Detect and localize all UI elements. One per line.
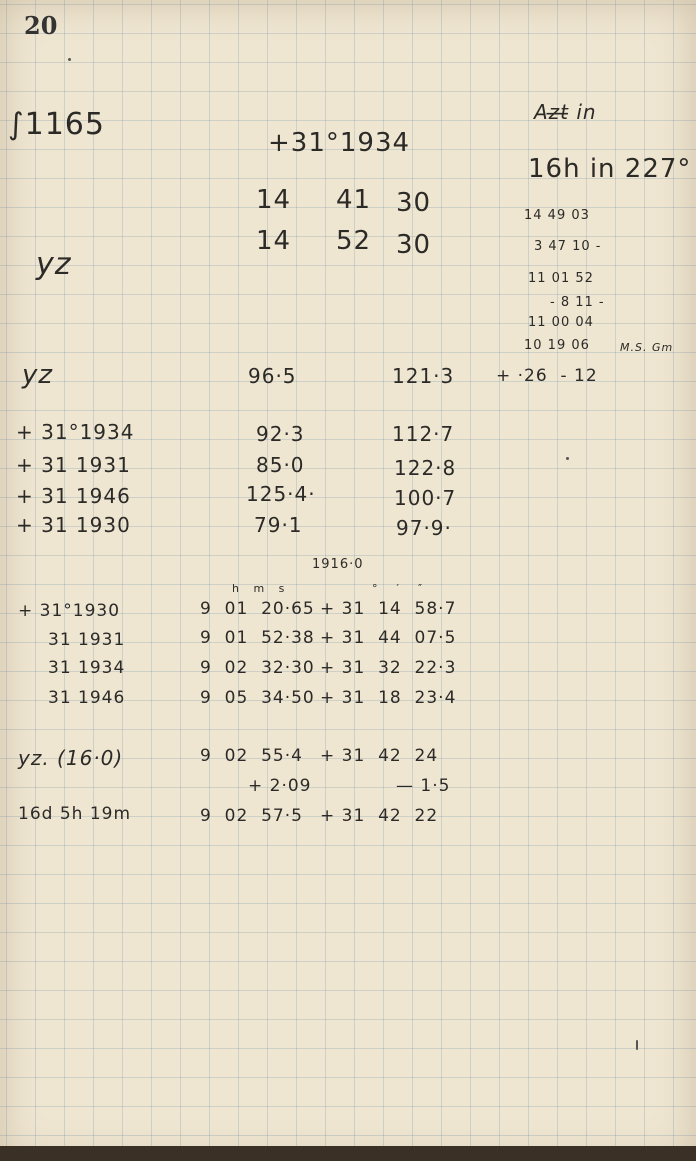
epoch: 1916·0 [312, 557, 364, 572]
dec-units: ° ′ ″ [372, 582, 424, 595]
result-label: yz. (16·0) [18, 746, 124, 770]
position-ra: 9 01 20·65 [200, 599, 315, 619]
measure-b: 121·3 [392, 364, 455, 388]
measure-a: 96·5 [248, 364, 297, 388]
position-star: + 31°1930 [18, 601, 121, 621]
page-bottom-edge [0, 1146, 696, 1161]
ra-units: h m s [232, 582, 286, 595]
measure-label: + 31°1934 [16, 420, 135, 444]
side-diff: + ·26 - 12 [496, 366, 598, 386]
measure-b: 112·7 [392, 422, 455, 446]
measure-label: yz [22, 360, 54, 390]
pencil-dot [68, 58, 71, 61]
pencil-mark [636, 1040, 638, 1050]
page-number: 20 [24, 11, 58, 40]
time-1-m: 41 [336, 185, 372, 215]
side-row: 11 00 04 [528, 315, 594, 330]
time-2-m: 52 [336, 226, 372, 256]
final-dec: + 31 42 22 [320, 806, 439, 826]
object-designation: ∫1165 [8, 107, 105, 142]
side-row: - 8 11 - [550, 295, 605, 310]
side-row: 10 19 06 [524, 338, 590, 353]
object-label: yz [36, 247, 72, 282]
position-dec: + 31 32 22·3 [320, 658, 457, 678]
position-star: 31 1934 [48, 658, 126, 678]
measure-b: 122·8 [394, 456, 457, 480]
side-title: Az̶t̶ in [534, 100, 597, 124]
measure-label: + 31 1931 [16, 453, 131, 477]
measure-a: 125·4· [246, 482, 316, 506]
final-ra: 9 02 57·5 [200, 806, 303, 826]
side-row: 3 47 10 - [534, 239, 602, 254]
position-star: 31 1931 [48, 630, 126, 650]
time-2-s: 30 [396, 230, 432, 260]
pencil-dot [566, 457, 569, 460]
observation-date: 16d 5h 19m [18, 804, 132, 824]
correction-ra: + 2·09 [248, 776, 312, 796]
time-1-s: 30 [396, 188, 432, 218]
measure-b: 100·7 [394, 486, 457, 510]
position-dec: + 31 14 58·7 [320, 599, 457, 619]
position-dec: + 31 44 07·5 [320, 628, 457, 648]
comparison-star: +31°1934 [268, 128, 411, 158]
measure-label: + 31 1946 [16, 484, 131, 508]
measure-a: 85·0 [256, 453, 305, 477]
correction-dec: — 1·5 [396, 776, 451, 796]
time-2-h: 14 [256, 226, 292, 256]
measure-a: 79·1 [254, 513, 303, 537]
side-row: 14 49 03 [524, 208, 590, 223]
side-subtitle: 16h in 227° [528, 154, 692, 184]
measure-label: + 31 1930 [16, 513, 131, 537]
position-dec: + 31 18 23·4 [320, 688, 457, 708]
position-ra: 9 02 32·30 [200, 658, 315, 678]
side-note: M.S. Gm [620, 341, 674, 354]
result-dec: + 31 42 24 [320, 746, 439, 766]
time-1-h: 14 [256, 185, 292, 215]
side-row: 11 01 52 [528, 271, 594, 286]
result-ra: 9 02 55·4 [200, 746, 303, 766]
measure-a: 92·3 [256, 422, 305, 446]
position-ra: 9 05 34·50 [200, 688, 315, 708]
position-ra: 9 01 52·38 [200, 628, 315, 648]
position-star: 31 1946 [48, 688, 126, 708]
measure-b: 97·9· [396, 516, 452, 540]
